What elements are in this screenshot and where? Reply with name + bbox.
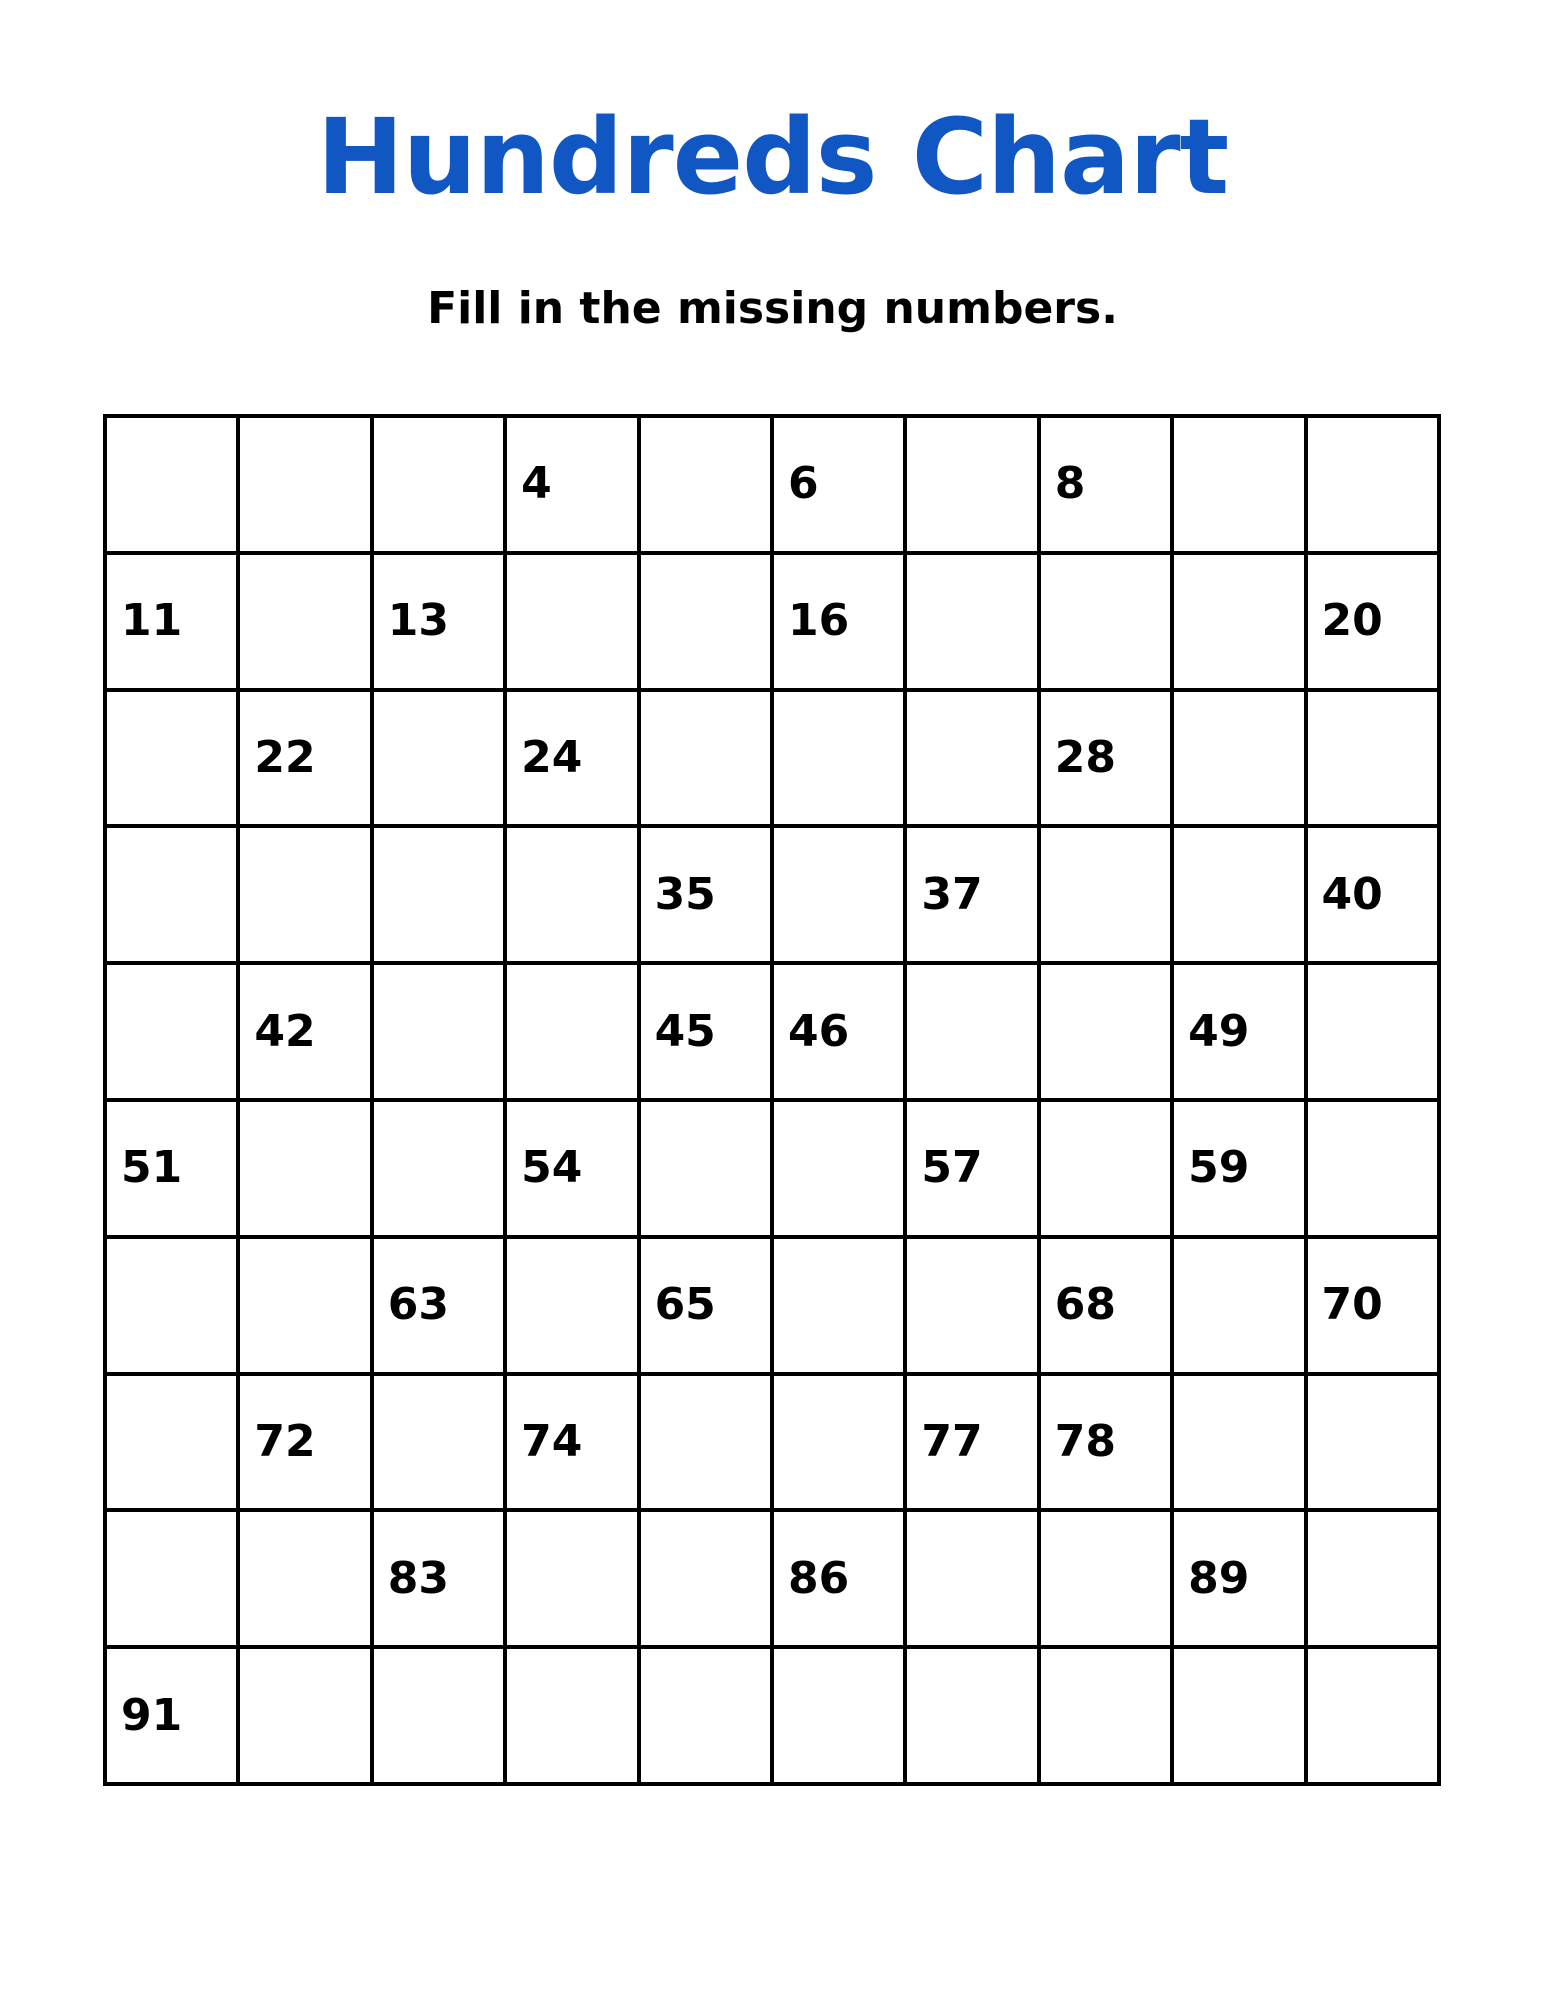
chart-cell-r6c4[interactable] — [639, 1237, 772, 1374]
chart-cell-r6c1[interactable] — [238, 1237, 371, 1374]
chart-cell-r0c6[interactable] — [905, 416, 1038, 553]
chart-cell-r7c3[interactable] — [505, 1374, 638, 1511]
chart-cell-r1c6[interactable] — [905, 553, 1038, 690]
chart-cell-r2c4[interactable] — [639, 690, 772, 827]
chart-cell-r8c5[interactable] — [772, 1510, 905, 1647]
table-row — [105, 1510, 1439, 1647]
chart-cell-r7c9[interactable] — [1306, 1374, 1439, 1511]
cell-value: 78 — [1054, 1415, 1116, 1467]
chart-cell-r5c5[interactable] — [772, 1100, 905, 1237]
chart-cell-r6c9[interactable] — [1306, 1237, 1439, 1374]
table-row — [105, 1237, 1439, 1374]
chart-cell-r4c5[interactable] — [772, 963, 905, 1100]
cell-value: 13 — [387, 595, 450, 647]
chart-cell-r3c9[interactable] — [1306, 826, 1439, 963]
cell-value: 68 — [1054, 1279, 1116, 1331]
chart-cell-r5c1[interactable] — [238, 1100, 371, 1237]
chart-cell-r0c7[interactable] — [1039, 416, 1172, 553]
instructions-text: Fill in the missing numbers. — [427, 283, 1118, 334]
chart-cell-r9c8[interactable] — [1172, 1647, 1305, 1784]
cell-value: 46 — [787, 1005, 850, 1057]
chart-cell-r8c8[interactable] — [1172, 1510, 1305, 1647]
table-row — [105, 553, 1439, 690]
chart-cell-r3c8[interactable] — [1172, 826, 1305, 963]
chart-cell-r0c0[interactable] — [105, 416, 238, 553]
cell-value: 20 — [1321, 595, 1383, 647]
chart-cell-r2c8[interactable] — [1172, 690, 1305, 827]
chart-cell-r8c3[interactable] — [505, 1510, 638, 1647]
chart-cell-r8c1[interactable] — [238, 1510, 371, 1647]
chart-cell-r1c7[interactable] — [1039, 553, 1172, 690]
chart-cell-r1c9[interactable] — [1306, 553, 1439, 690]
chart-cell-r8c7[interactable] — [1039, 1510, 1172, 1647]
chart-cell-r1c1[interactable] — [238, 553, 371, 690]
chart-cell-r2c7[interactable] — [1039, 690, 1172, 827]
hundreds-chart-table — [103, 414, 1441, 1786]
chart-cell-r2c6[interactable] — [905, 690, 1038, 827]
cell-value: 54 — [521, 1142, 583, 1194]
chart-cell-r1c4[interactable] — [639, 553, 772, 690]
chart-cell-r0c2[interactable] — [372, 416, 505, 553]
chart-cell-r7c5[interactable] — [772, 1374, 905, 1511]
chart-cell-r6c6[interactable] — [905, 1237, 1038, 1374]
chart-cell-r8c0[interactable] — [105, 1510, 238, 1647]
chart-cell-r5c2[interactable] — [372, 1100, 505, 1237]
chart-cell-r0c3[interactable] — [505, 416, 638, 553]
cell-value: 91 — [121, 1689, 183, 1741]
chart-cell-r1c0[interactable] — [105, 553, 238, 690]
chart-cell-r6c8[interactable] — [1172, 1237, 1305, 1374]
chart-cell-r4c6[interactable] — [905, 963, 1038, 1100]
chart-cell-r1c3[interactable] — [505, 553, 638, 690]
cell-value: 45 — [654, 1005, 716, 1057]
table-row — [105, 1100, 1439, 1237]
table-row — [105, 690, 1439, 827]
cell-value: 49 — [1188, 1005, 1250, 1057]
chart-cell-r6c5[interactable] — [772, 1237, 905, 1374]
cell-value: 77 — [921, 1415, 983, 1467]
table-row — [105, 963, 1439, 1100]
cell-value: 65 — [654, 1279, 716, 1331]
hundreds-chart-grid — [103, 414, 1441, 1786]
chart-cell-r4c8[interactable] — [1172, 963, 1305, 1100]
chart-cell-r7c6[interactable] — [905, 1374, 1038, 1511]
chart-cell-r5c4[interactable] — [639, 1100, 772, 1237]
cell-value: 24 — [521, 731, 583, 783]
chart-cell-r5c0[interactable] — [105, 1100, 238, 1237]
chart-cell-r9c1[interactable] — [238, 1647, 371, 1784]
chart-cell-r9c0[interactable] — [105, 1647, 238, 1784]
chart-cell-r4c9[interactable] — [1306, 963, 1439, 1100]
chart-cell-r1c2[interactable] — [372, 553, 505, 690]
chart-cell-r9c6[interactable] — [905, 1647, 1038, 1784]
chart-cell-r9c9[interactable] — [1306, 1647, 1439, 1784]
chart-cell-r9c2[interactable] — [372, 1647, 505, 1784]
chart-cell-r2c0[interactable] — [105, 690, 238, 827]
chart-cell-r6c7[interactable] — [1039, 1237, 1172, 1374]
chart-cell-r3c0[interactable] — [105, 826, 238, 963]
chart-cell-r3c7[interactable] — [1039, 826, 1172, 963]
cell-value: 11 — [121, 595, 183, 647]
cell-value: 74 — [521, 1415, 583, 1467]
chart-cell-r9c7[interactable] — [1039, 1647, 1172, 1784]
cell-value: 28 — [1054, 731, 1116, 783]
chart-cell-r4c4[interactable] — [639, 963, 772, 1100]
chart-cell-r0c9[interactable] — [1306, 416, 1439, 553]
chart-cell-r0c1[interactable] — [238, 416, 371, 553]
chart-cell-r7c8[interactable] — [1172, 1374, 1305, 1511]
cell-value: 51 — [121, 1142, 183, 1194]
chart-cell-r5c3[interactable] — [505, 1100, 638, 1237]
chart-cell-r7c0[interactable] — [105, 1374, 238, 1511]
chart-cell-r9c3[interactable] — [505, 1647, 638, 1784]
cell-value: 8 — [1054, 458, 1086, 510]
cell-value: 57 — [921, 1142, 983, 1194]
cell-value: 59 — [1188, 1142, 1250, 1194]
cell-value: 4 — [521, 458, 552, 510]
cell-value: 37 — [921, 868, 983, 920]
cell-value: 22 — [254, 731, 316, 783]
cell-value: 6 — [787, 458, 819, 510]
chart-cell-r6c3[interactable] — [505, 1237, 638, 1374]
chart-cell-r4c1[interactable] — [238, 963, 371, 1100]
chart-cell-r3c2[interactable] — [372, 826, 505, 963]
chart-cell-r6c2[interactable] — [372, 1237, 505, 1374]
table-row — [105, 1647, 1439, 1784]
chart-cell-r3c5[interactable] — [772, 826, 905, 963]
chart-cell-r7c2[interactable] — [372, 1374, 505, 1511]
chart-cell-r8c4[interactable] — [639, 1510, 772, 1647]
table-row — [105, 826, 1439, 963]
chart-cell-r2c5[interactable] — [772, 690, 905, 827]
chart-cell-r3c4[interactable] — [639, 826, 772, 963]
chart-cell-r0c4[interactable] — [639, 416, 772, 553]
chart-cell-r3c1[interactable] — [238, 826, 371, 963]
cell-value: 86 — [787, 1552, 850, 1604]
chart-cell-r7c4[interactable] — [639, 1374, 772, 1511]
chart-cell-r9c4[interactable] — [639, 1647, 772, 1784]
chart-cell-r9c5[interactable] — [772, 1647, 905, 1784]
chart-cell-r5c7[interactable] — [1039, 1100, 1172, 1237]
chart-cell-r2c1[interactable] — [238, 690, 371, 827]
table-row — [105, 416, 1439, 553]
cell-value: 83 — [387, 1552, 450, 1604]
cell-value: 89 — [1188, 1552, 1250, 1604]
chart-cell-r4c3[interactable] — [505, 963, 638, 1100]
chart-cell-r2c9[interactable] — [1306, 690, 1439, 827]
chart-cell-r8c9[interactable] — [1306, 1510, 1439, 1647]
chart-cell-r5c6[interactable] — [905, 1100, 1038, 1237]
chart-cell-r3c6[interactable] — [905, 826, 1038, 963]
table-row — [105, 1374, 1439, 1511]
cell-value: 72 — [254, 1415, 316, 1467]
chart-cell-r4c0[interactable] — [105, 963, 238, 1100]
chart-cell-r0c5[interactable] — [772, 416, 905, 553]
chart-cell-r1c8[interactable] — [1172, 553, 1305, 690]
chart-cell-r8c2[interactable] — [372, 1510, 505, 1647]
chart-cell-r6c0[interactable] — [105, 1237, 238, 1374]
chart-cell-r4c2[interactable] — [372, 963, 505, 1100]
cell-value: 70 — [1321, 1279, 1383, 1331]
chart-cell-r2c2[interactable] — [372, 690, 505, 827]
chart-cell-r2c3[interactable] — [505, 690, 638, 827]
chart-cell-r1c5[interactable] — [772, 553, 905, 690]
cell-value: 63 — [387, 1279, 450, 1331]
cell-value: 40 — [1321, 868, 1383, 920]
cell-value: 35 — [654, 868, 716, 920]
chart-cell-r7c1[interactable] — [238, 1374, 371, 1511]
page-title: Hundreds Chart — [316, 96, 1229, 218]
chart-cell-r7c7[interactable] — [1039, 1374, 1172, 1511]
chart-cell-r8c6[interactable] — [905, 1510, 1038, 1647]
chart-cell-r0c8[interactable] — [1172, 416, 1305, 553]
chart-cell-r3c3[interactable] — [505, 826, 638, 963]
chart-cell-r5c8[interactable] — [1172, 1100, 1305, 1237]
chart-cell-r4c7[interactable] — [1039, 963, 1172, 1100]
cell-value: 42 — [254, 1005, 316, 1057]
cell-value: 16 — [787, 595, 850, 647]
chart-cell-r5c9[interactable] — [1306, 1100, 1439, 1237]
